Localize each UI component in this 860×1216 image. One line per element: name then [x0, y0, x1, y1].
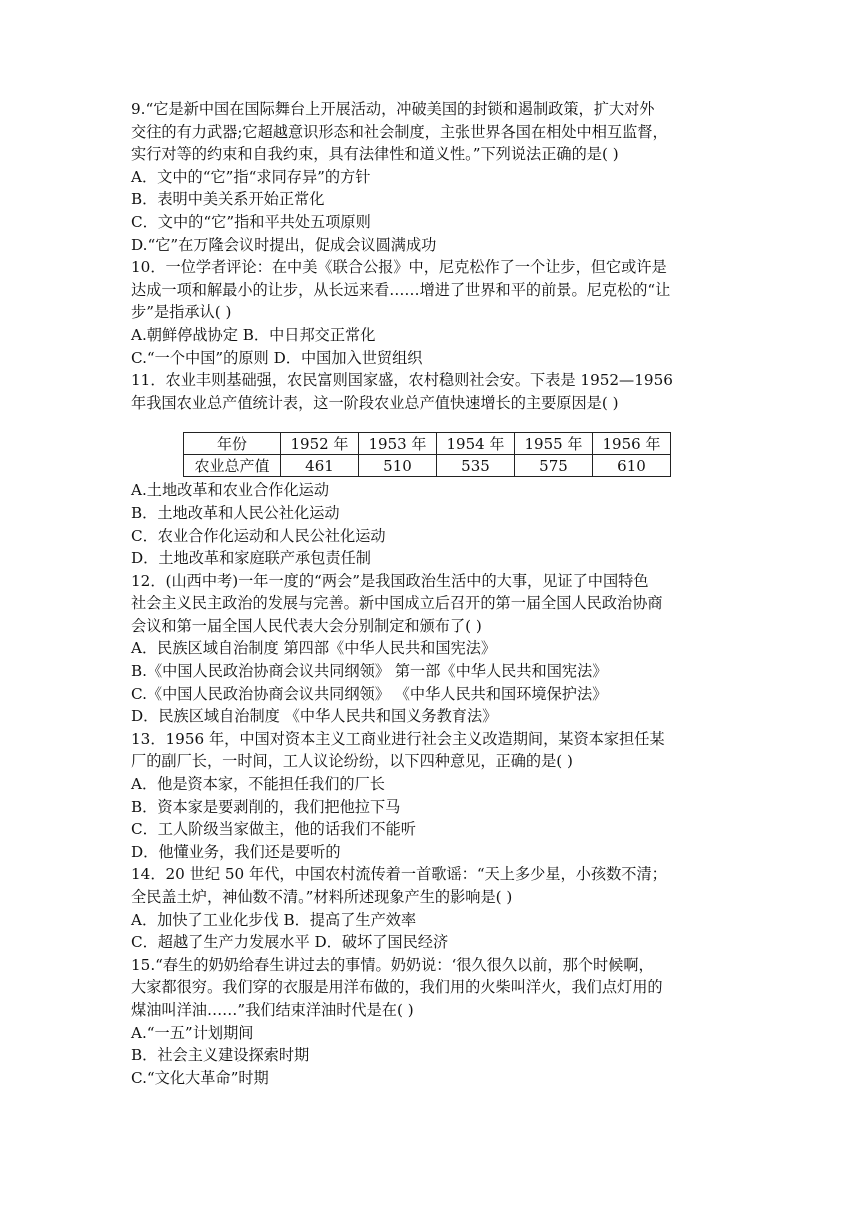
answer-option: C．文中的“它”指和平共处五项原则	[131, 212, 371, 231]
answer-option: B．土地改革和人民公社化运动	[131, 503, 340, 522]
question-stem-line: 14．20 世纪 50 年代，中国农村流传着一首歌谣：“天上多少星，小孩数不清；	[131, 865, 667, 884]
question-stem-line: 12．(山西中考)一年一度的“两会”是我国政治生活中的大事，见证了中国特色	[131, 571, 649, 590]
answer-option: C．工人阶级当家做主，他的话我们不能听	[131, 820, 416, 839]
table-cell: 农业总产值	[184, 455, 281, 477]
answer-option: C．农业合作化运动和人民公社化运动	[131, 526, 386, 545]
table-cell: 510	[359, 455, 437, 477]
question-13	[131, 728, 731, 864]
answer-option: D．他懂业务，我们还是要听的	[131, 842, 341, 861]
answer-option: B.《中国人民政治协商会议共同纲领》 第一部《中华人民共和国宪法》	[131, 662, 608, 681]
answer-option: D．民族区域自治制度 《中华人民共和国义务教育法》	[131, 707, 498, 726]
question-stem-line: 会议和第一届全国人民代表大会分别制定和颁布了( )	[131, 616, 482, 635]
question-stem-line: 10．一位学者评论：在中美《联合公报》中，尼克松作了一个让步，但它或许是	[131, 258, 667, 277]
table-cell: 1954 年	[437, 433, 515, 455]
table-cell: 575	[515, 455, 593, 477]
table-cell: 1953 年	[359, 433, 437, 455]
question-stem-line: 11．农业丰则基础强，农民富则国家盛，农村稳则社会安。下表是 1952—1956	[131, 371, 673, 390]
table-cell: 461	[281, 455, 359, 477]
question-stem-line: 厂的副厂长，一时间，工人议论纷纷，以下四种意见，正确的是( )	[131, 752, 573, 771]
agriculture-output-table	[183, 432, 671, 477]
answer-option: D.“它”在万隆会议时提出，促成会议圆满成功	[131, 235, 437, 254]
answer-option: A.土地改革和农业合作化运动	[131, 481, 330, 500]
table-cell: 年份	[184, 433, 281, 455]
answer-option: A．加快了工业化步伐 B．提高了生产效率	[131, 910, 417, 929]
answer-option: B．社会主义建设探索时期	[131, 1046, 310, 1065]
question-9	[131, 98, 731, 256]
table-cell: 1956 年	[593, 433, 671, 455]
question-11	[131, 369, 731, 570]
answer-option: D．土地改革和家庭联产承包责任制	[131, 549, 371, 568]
answer-option: C.“文化大革命”时期	[131, 1068, 269, 1087]
answer-option: B．表明中美关系开始正常化	[131, 190, 325, 209]
question-stem-line: 步”是指承认( )	[131, 303, 232, 322]
answer-option: C.“一个中国”的原则 D．中国加入世贸组织	[131, 348, 423, 367]
question-stem-line: 实行对等的约束和自我约束，具有法律性和道义性。”下列说法正确的是( )	[131, 145, 619, 164]
answer-option: C．超越了生产力发展水平 D．破坏了国民经济	[131, 933, 449, 952]
table-cell: 535	[437, 455, 515, 477]
question-stem-line: 社会主义民主政治的发展与完善。新中国成立后召开的第一届全国人民政治协商	[131, 594, 663, 613]
question-stem-line: 达成一项和解最小的让步，从长远来看……增进了世界和平的前景。尼克松的“让	[131, 280, 671, 299]
table-header-row	[184, 433, 671, 455]
answer-option: A.朝鲜停战协定 B．中日邦交正常化	[131, 325, 376, 344]
question-10	[131, 256, 731, 369]
table-cell: 1952 年	[281, 433, 359, 455]
question-stem-line: 9.“它是新中国在国际舞台上开展活动，冲破美国的封锁和遏制政策，扩大对外	[131, 100, 655, 118]
question-stem-line: 全民盖土炉，神仙数不清。”材料所述现象产生的影响是( )	[131, 888, 513, 906]
table-row	[184, 455, 671, 477]
answer-option: A．民族区域自治制度 第四部《中华人民共和国宪法》	[131, 639, 497, 658]
question-stem-line: 15.“春生的奶奶给春生讲过去的事情。奶奶说：‘很久很久以前，那个时候啊，	[131, 955, 654, 974]
table-cell: 610	[593, 455, 671, 477]
question-stem-line: 交往的有力武器;它超越意识形态和社会制度，主张世界各国在相处中相互监督，	[131, 122, 668, 141]
question-list	[131, 98, 731, 1089]
table-cell: 1955 年	[515, 433, 593, 455]
answer-option: A．文中的“它”指“求同存异”的方针	[131, 167, 371, 186]
question-12	[131, 570, 731, 728]
answer-option: A．他是资本家，不能担任我们的厂长	[131, 775, 385, 794]
answer-option: C.《中国人民政治协商会议共同纲领》 《中华人民共和国环境保护法》	[131, 684, 608, 703]
question-stem-line: 煤油叫洋油……”我们结束洋油时代是在( )	[131, 1000, 414, 1019]
question-14	[131, 863, 731, 953]
spacer	[131, 414, 731, 430]
question-15	[131, 954, 731, 1090]
question-stem-line: 大家都很穷。我们穿的衣服是用洋布做的，我们用的火柴叫洋火，我们点灯用的	[131, 978, 663, 997]
answer-option: A.“一五”计划期间	[131, 1023, 254, 1042]
question-stem-line: 13．1956 年，中国对资本主义工商业进行社会主义改造期间，某资本家担任某	[131, 729, 665, 748]
question-stem-line: 年我国农业总产值统计表，这一阶段农业总产值快速增长的主要原因是( )	[131, 393, 619, 412]
answer-option: B．资本家是要剥削的，我们把他拉下马	[131, 797, 401, 816]
